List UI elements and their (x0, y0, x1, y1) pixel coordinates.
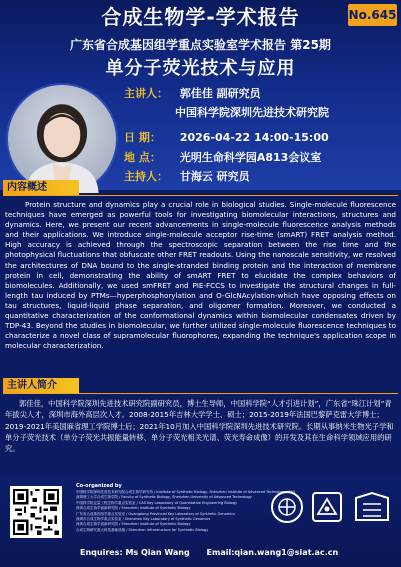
abstract-divider (3, 195, 398, 196)
date-value: 2026-04-22 14:00-15:00 (179, 131, 329, 144)
enquiry-contact: Enquires: Ms Qian Wang (80, 548, 190, 557)
cas-logo-icon (270, 490, 304, 524)
institute-logo-icon (310, 490, 344, 524)
place-row (124, 149, 321, 165)
series-line: 广东省合成基因组学重点实验室学术报告 第25期 (70, 38, 331, 52)
bio-divider (3, 393, 398, 394)
organizer-item: 中国科学院深圳先进技术研究院合成生物学研究所 / Institute of Synthetic Biology, Shenzhen Institute of Advanced Technology, CAS (76, 490, 296, 494)
abstract-text: Protein structure and dynamics play a crucial role in biological studies. Single-molecule fluorescence techniques have emerged as powerful tools for investigating biomolecular interactions, structures and dynamics. Here, we present our recent advancements in single-molecule fluorescence analysis methods and their applications. We introduce single-molecule acceptor rise-time (smART) FRET analysis method. High accuracy is achieved through the spectroscopic separation between the rise time and the photophysical fluctuations that obfuscate other FRET readouts. Using the nanoscale sensitivity, we resolved the architectures of DNA bound to the single-stranded binding protein and the interaction of membrane protein in cell, demonstrating the ability of smART FRET to elucidate the complex behaviors of biomolecules. Additionally, we used smFRET and PIE-FCCS to investigate the structural changes in full-length tau induced by PTMs—hyperphosphorylation and O-GlcNAcylation-which have opposing effects on tau structures, liquid-liquid phase separation, and oligomer formation. Moreover, we conducted a quantitative characterization of the conformational dynamics within biomolecular condensates driven by TDP-43. Beyond the studies in biomolecular, we further utilized single-molecule fluorescence techniques to characterize a novel class of supramolecular fluorophores, expanding the technique's application scope in molecular characterization. (5, 200, 396, 351)
place-value: 光明生命科学园A813会议室 (179, 151, 322, 164)
enquiry-email: Email:qian.wang1@siat.ac.cn (206, 548, 339, 557)
speaker-portrait-icon (8, 85, 116, 193)
host-row (124, 168, 250, 184)
place-label: 地 点： (124, 151, 161, 164)
bio-text: 郭佳佳，中国科学院深圳先进技术研究院副研究员，博士生导师，中国科学院“人才引进计划”，广东省“珠江计划”青年拔尖人才，深圳市海外高层次人才。2008-2015年吉林大学学士、硕士；2015-2019年法国巴黎萨克雷大学博士；2019-2021年美国麻省理工学院博士后；2021年10月加入中国科学院深圳先进技术研究院。长期从事纳米生物光子学和单分子荧光技术（单分子荧光共振能量转移、单分子荧光相关光谱、荧光寿命成像）的开发及其在生命科学领域应用的研究。 (5, 399, 394, 454)
organizer-logos (270, 490, 395, 524)
organizer-item: 深圳市合成生物学重点实验室 / Shenzhen Key Laboratory of Synthetic Genomics (76, 517, 211, 522)
bio-section-header: 主讲人简介 (3, 378, 79, 393)
university-logo-icon (352, 490, 392, 524)
speaker-photo (6, 83, 118, 195)
speaker-row (124, 85, 261, 101)
organizer-item: 中国科学院定量工程生物学重点实验室 / CAS Key Laboratory of Quantitative Engineering Biology (76, 500, 238, 505)
organizer-item: 深圳合成生物学创新研究院 / Shenzhen Institute of Synthetic Biology (76, 522, 191, 527)
banner-title: 合成生物学-学术报告 (101, 5, 300, 29)
organizers-title: Co-organized by (76, 483, 122, 489)
organizers (76, 483, 296, 533)
abstract-section-header: 内容概述 (3, 180, 79, 195)
date-row (124, 129, 329, 145)
issue-badge: No.645 (348, 4, 397, 26)
organizer-item: 广东省合成基因组学重点实验室 / Guangdong Provincial Key Laboratory of Synthetic Genomics (76, 511, 235, 516)
host-label: 主持人： (124, 170, 168, 183)
organizer-item: 深圳理工大学合成生物学院 / Faculty of Synthetic Biology, Shenzhen University of Advanced Technology (76, 495, 252, 500)
speaker-name: 郭佳佳 副研究员 (179, 87, 261, 100)
talk-title: 单分子荧光技术与应用 (105, 58, 296, 79)
qr-code-icon (13, 489, 59, 535)
organizer-item: 合成生物研究重大科技基础设施 / Shenzhen Infrastructure for Synthetic Biology (76, 527, 209, 532)
date-label: 日 期： (124, 131, 161, 144)
speaker-affiliation: 中国科学院深圳先进技术研究院 (175, 106, 329, 119)
qr-code (10, 486, 62, 538)
enquiry-line (80, 548, 398, 557)
speaker-label: 主讲人： (124, 87, 168, 100)
organizer-item: 深圳合成生物学创新研究院 / Shenzhen Institute of Synthetic Biology (76, 506, 191, 511)
host-value: 甘海云 研究员 (179, 170, 250, 183)
